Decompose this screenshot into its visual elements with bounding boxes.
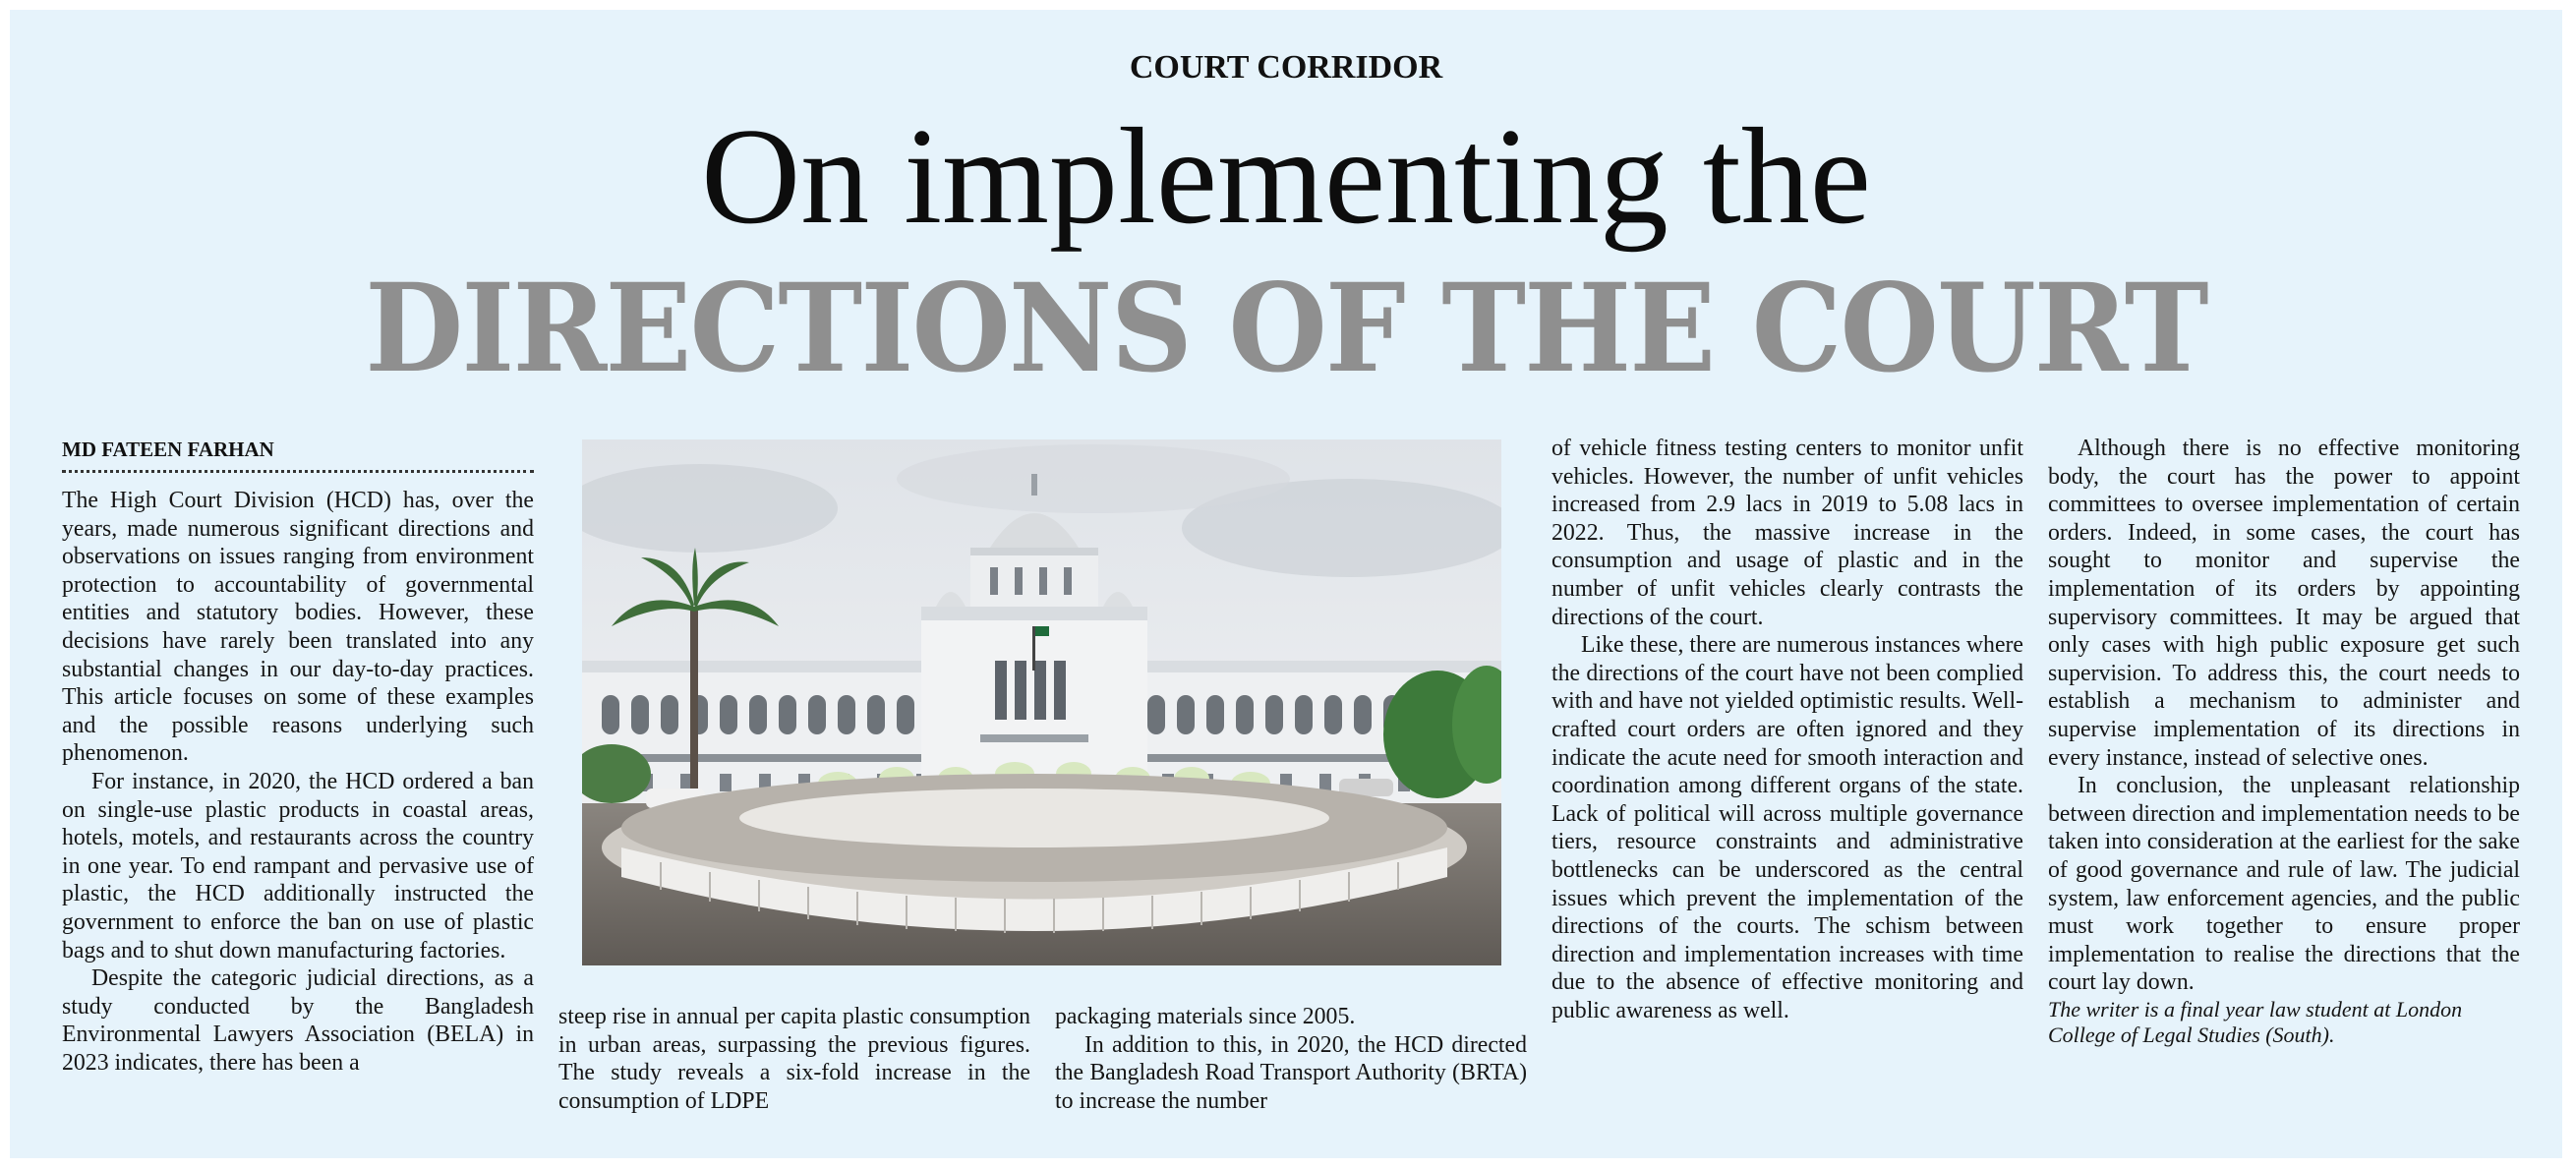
article-column-3: [1055, 1003, 1527, 1115]
headline-line-1: On implementing the: [701, 100, 1871, 253]
paragraph: In addition to this, in 2020, the HCD directed the Bangladesh Road Transport Authority (BRTA) to increase the number: [1055, 1031, 1527, 1114]
paragraph: Like these, there are numerous instances where the directions of the court have not been complied with and have not yielded optimistic results. Well-crafted court orders are often ignored and they indicate the acute need for smooth interaction and coordination among different organs of the state. Lack of political will across multiple governance tiers, resource constraints and administrative bottlenecks can be underscored as the central issues which prevent the implementation of the directions of the courts. The schism between direction and implementation increases with time due to the absence of effective monitoring and public awareness as well.: [1551, 632, 2023, 1023]
paragraph: packaging materials since 2005.: [1055, 1004, 1356, 1029]
author-byline: MD FATEEN FARHAN: [62, 438, 534, 473]
high-court-illustration: [582, 439, 1501, 965]
paragraph: The High Court Division (HCD) has, over the years, made numerous significant directions and observations on issues ranging from environment protection to accountability of governmental entities and statutory bodies. However, these decisions have rarely been translated into any substantial changes in our day-to-day practices. This article focuses on some of these examples and the possible reasons underlying such phenomenon.: [62, 488, 534, 767]
section-kicker: COURT CORRIDOR: [1129, 49, 1443, 86]
high-court-photo: [582, 439, 1501, 965]
paragraph: of vehicle fitness testing centers to monitor unfit vehicles. However, the number of unfit vehicles increased from 2.9 lacs in 2019 to 5.08 lacs in 2022. Thus, the massive increase in the consumption and usage of plastic and in the number of unfit vehicles clearly contrasts the directions of the court.: [1551, 436, 2023, 630]
headline-line-2: DIRECTIONS OF THE COURT: [365, 258, 2207, 400]
article-column-2: [558, 1003, 1030, 1115]
paragraph: Although there is no effective monitoring body, the court has the power to appoint committees to oversee implementation of certain orders. Indeed, in some cases, the court has sought to monitor and supervise the implementation of its orders by appointing supervisory committees. It may be argued that only cases with high public exposure get such supervision. To address this, the court needs to establish a mechanism to administer and supervise implementation of its directions in every instance, instead of selective ones.: [2048, 436, 2520, 771]
paragraph: For instance, in 2020, the HCD ordered a ban on single-use plastic products in coastal areas, hotels, motels, and restaurants across the country in one year. To end rampant and pervasive use of plastic, the HCD additionally instructed the government to enforce the ban on use of plastic bags and to shut down manufacturing factories.: [62, 768, 534, 964]
writer-note: The writer is a final year law student at London College of Legal Studies (South).: [2048, 996, 2463, 1047]
paragraph: Despite the categoric judicial directions, as a study conducted by the Bangladesh Environmental Lawyers Association (BELA) in 2023 indicates, there has been a: [62, 965, 534, 1076]
newspaper-page: [10, 10, 2562, 1158]
article-column-4: [1551, 435, 2023, 1024]
paragraph: steep rise in annual per capita plastic consumption in urban areas, surpassing the previous figures. The study reveals a six-fold increase in the consumption of LDPE: [558, 1004, 1030, 1114]
paragraph: In conclusion, the unpleasant relationship between direction and implementation needs to be taken into consideration at the earliest for the sake of good governance and rule of law. The judicial system, law enforcement agencies, and the public must work together to ensure proper implementation to realise the directions that the court lay down.: [2048, 773, 2520, 996]
article-column-5: [2048, 435, 2520, 1048]
article-column-1: [62, 487, 534, 1077]
